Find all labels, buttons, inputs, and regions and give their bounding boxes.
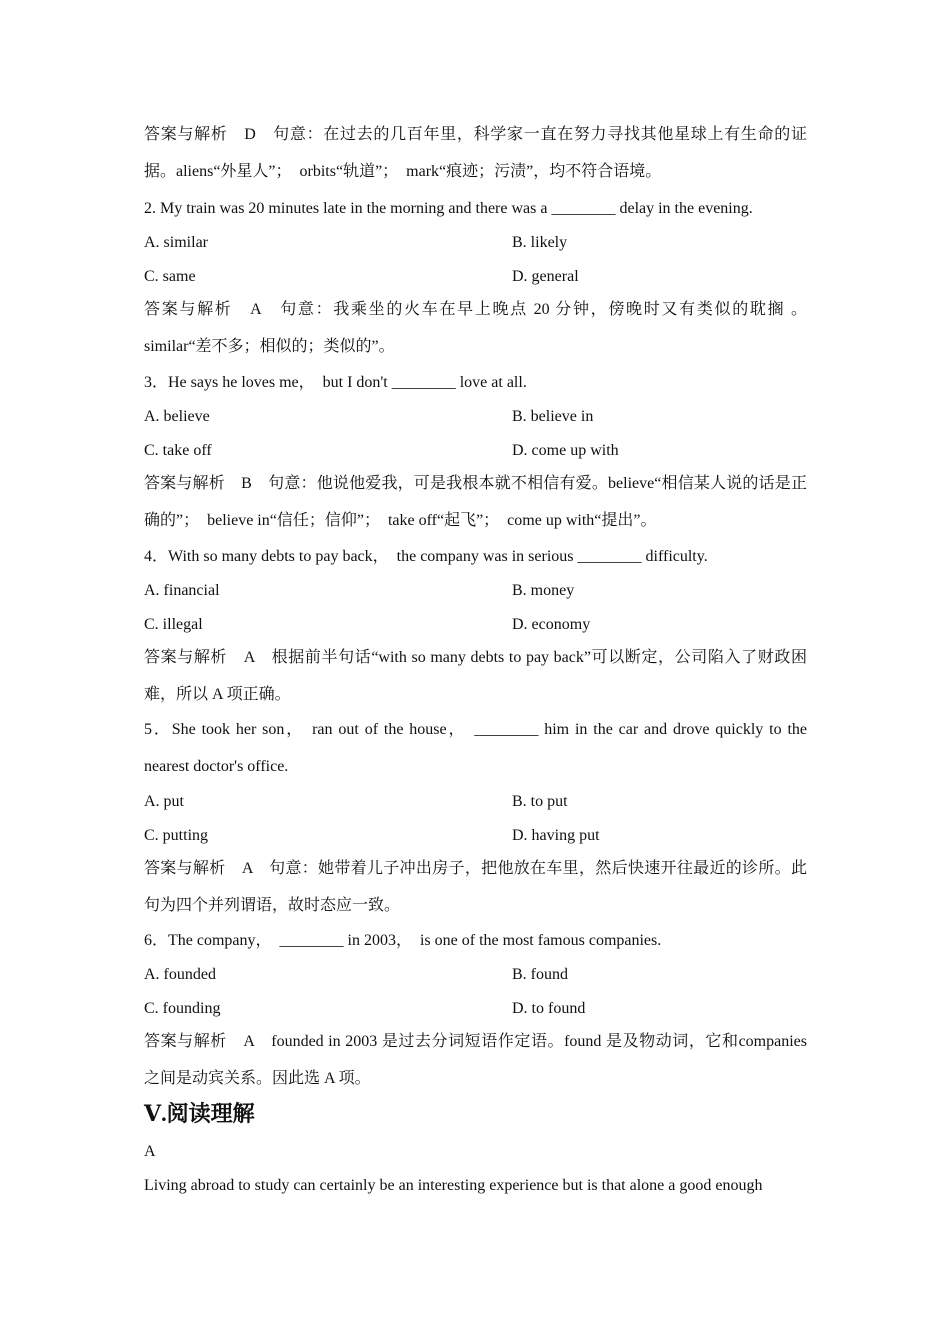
q3-option-b: B. believe in xyxy=(512,408,594,425)
q2-option-d: D. general xyxy=(512,268,579,285)
q5-stem: 5．She took her son， ran out of the house， ________ him in the car and drove quickly to the nearest doctor's office. xyxy=(144,721,807,775)
q6-answer: 答案与解析 A founded in 2003 是过去分词短语作定语。found 是及物动词，它和companies 之间是动宾关系。因此选 A 项。 xyxy=(144,1033,807,1087)
section-title: Ⅴ.阅读理解 xyxy=(144,1101,255,1126)
q6-option-c: C. founding xyxy=(144,1000,221,1017)
q3-answer: 答案与解析 B 句意：他说他爱我，可是我根本就不相信有爱。believe“相信某人说的话是正确的”； believe in“信任；信仰”； take off“起飞”； come up with“提出”。 xyxy=(144,475,807,529)
q2-option-b: B. likely xyxy=(512,234,568,251)
q3-stem: 3．He says he loves me， but I don't ________ love at all. xyxy=(144,374,527,391)
passage-first-line: Living abroad to study can certainly be an interesting experience but is that alone a good enough xyxy=(144,1177,763,1194)
q6-stem: 6．The company， ________ in 2003， is one of the most famous companies. xyxy=(144,932,662,949)
q6-option-d: D. to found xyxy=(512,1000,586,1017)
q4-option-a: A. financial xyxy=(144,582,220,599)
q1-answer: 答案与解析 D 句意：在过去的几百年里，科学家一直在努力寻找其他星球上有生命的证据。aliens“外星人”； orbits“轨道”； mark“痕迹；污渍”，均不符合语境。 xyxy=(144,126,807,180)
q5-option-d: D. having put xyxy=(512,827,600,844)
q6-option-a: A. founded xyxy=(144,966,216,983)
q5-answer: 答案与解析 A 句意：她带着儿子冲出房子，把他放在车里，然后快速开往最近的诊所。此句为四个并列谓语，故时态应一致。 xyxy=(144,860,807,914)
q5-option-a: A. put xyxy=(144,793,184,810)
q2-answer: 答案与解析 A 句意：我乘坐的火车在早上晚点 20 分钟，傍晚时又有类似的耽搁 。similar“差不多；相似的；类似的”。 xyxy=(144,301,807,355)
passage-label: A xyxy=(144,1143,156,1160)
q2-option-c: C. same xyxy=(144,268,196,285)
q4-answer: 答案与解析 A 根据前半句话“with so many debts to pay back”可以断定，公司陷入了财政困难，所以 A 项正确。 xyxy=(144,649,807,703)
q3-option-a: A. believe xyxy=(144,408,210,425)
q4-option-b: B. money xyxy=(512,582,575,599)
q3-option-c: C. take off xyxy=(144,442,212,459)
q3-option-d: D. come up with xyxy=(512,442,619,459)
q2-stem: 2. My train was 20 minutes late in the morning and there was a ________ delay in the evening. xyxy=(144,200,753,217)
q4-option-d: D. economy xyxy=(512,616,591,633)
q5-option-b: B. to put xyxy=(512,793,568,810)
q6-option-b: B. found xyxy=(512,966,568,983)
q4-option-c: C. illegal xyxy=(144,616,203,633)
q4-stem: 4．With so many debts to pay back， the company was in serious ________ difficulty. xyxy=(144,548,708,565)
q2-option-a: A. similar xyxy=(144,234,208,251)
q5-option-c: C. putting xyxy=(144,827,209,844)
